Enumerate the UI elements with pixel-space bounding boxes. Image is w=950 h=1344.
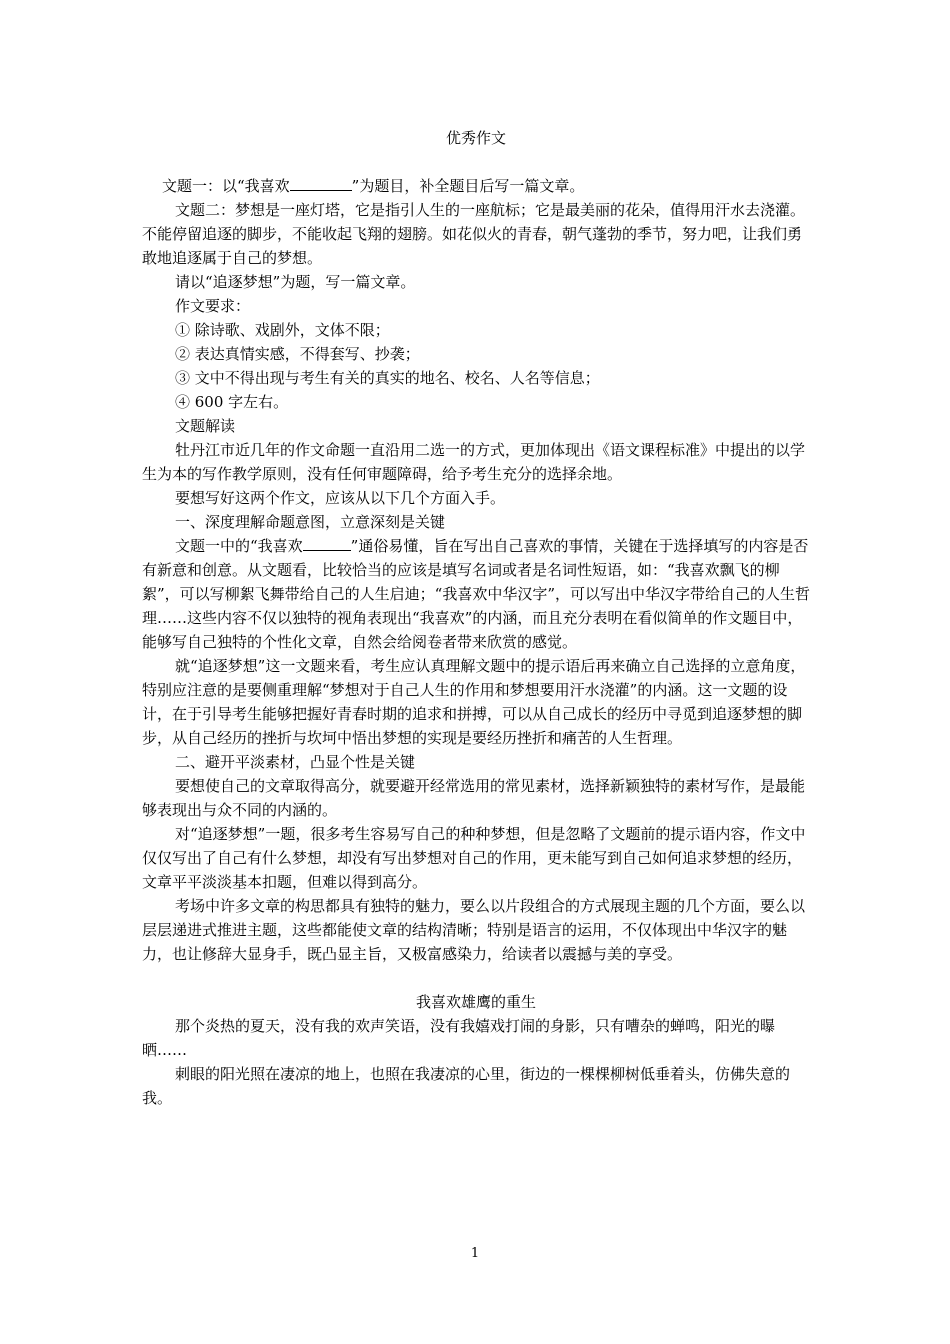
section-one-heading: 一、深度理解命题意图，立意深刻是关键 xyxy=(175,513,446,531)
requirement-item: ③ 文中不得出现与考生有关的真实的地名、校名、人名等信息； xyxy=(175,369,600,387)
document-body xyxy=(142,126,810,1110)
section-one-paragraph-one xyxy=(142,534,810,654)
topic-one-before: 文题一：以“我喜欢 xyxy=(162,177,290,195)
section-one-blank xyxy=(303,536,351,551)
section-two-paragraph-two: 对“追逐梦想”一题，很多考生容易写自己的种种梦想，但是忽略了文题前的提示语内容，作文中仅仅写出了自己有什么梦想，却没有写出梦想对自己的作用，更未能写到自己如何追求梦想的经历，文章平平淡淡基本扣题，但难以得到高分。 xyxy=(142,825,806,891)
analysis-intro: 牡丹江市近几年的作文命题一直沿用二选一的方式，更加体现出《语文课程标准》中提出的以学生为本的写作教学原则，没有任何审题障碍，给予考生充分的选择余地。 xyxy=(142,441,806,483)
requirements-heading: 作文要求： xyxy=(175,297,251,315)
topic-two: 文题二：梦想是一座灯塔，它是指引人生的一座航标；它是最美丽的花朵，值得用汗水去浇灌。不能停留追逐的脚步，不能收起飞翔的翅膀。如花似火的青春，朝气蓬勃的季节，努力吧，让我们勇敢地追逐属于自己的梦想。 xyxy=(142,201,806,267)
section-one-after: ”通俗易懂，旨在写出自己喜欢的事情，关键在于选择填写的内容是否有新意和创意。从文题看，比较恰当的应该是填写名词或者是名词性短语，如：“我喜欢飘飞的柳絮”，可以写柳絮飞舞带给自己的人生启迪；“我喜欢中华汉字”，可以写出中华汉字带给自己的人生哲理……这些内容不仅以独特的视角表现出“我喜欢”的内涵，而且充分表明在看似简单的作文题目中，能够写自己独特的个性化文章，自然会给阅卷者带来欣赏的感觉。 xyxy=(142,537,811,651)
analysis-heading: 文题解读 xyxy=(175,417,236,435)
page-number: 1 xyxy=(470,1246,480,1261)
writing-prompt: 请以“追逐梦想”为题，写一篇文章。 xyxy=(175,273,416,291)
requirement-item: ② 表达真情实感，不得套写、抄袭； xyxy=(175,345,420,363)
topic-one-blank xyxy=(290,176,352,191)
section-one-before: 文题一中的“我喜欢 xyxy=(175,537,303,555)
essay-paragraph-one: 那个炎热的夏天，没有我的欢声笑语，没有我嬉戏打闹的身影，只有嘈杂的蝉鸣，阳光的曝晒…… xyxy=(142,1017,776,1059)
section-two-paragraph-one: 要想使自己的文章取得高分，就要避开经常选用的常见素材，选择新颖独特的素材写作，是最能够表现出与众不同的内涵的。 xyxy=(142,777,806,819)
requirement-item: ④ 600 字左右。 xyxy=(175,393,289,411)
section-two-heading: 二、避开平淡素材，凸显个性是关键 xyxy=(175,753,416,771)
essay-title: 我喜欢雄鹰的重生 xyxy=(415,993,536,1011)
topic-one xyxy=(142,174,810,198)
requirement-item: ① 除诗歌、戏剧外，文体不限； xyxy=(175,321,390,339)
document-title: 优秀作文 xyxy=(445,129,506,147)
analysis-lead: 要想写好这两个作文，应该从以下几个方面入手。 xyxy=(175,489,506,507)
section-one-paragraph-two: 就“追逐梦想”这一文题来看，考生应认真理解文题中的提示语后再来确立自己选择的立意角度，特别应注意的是要侧重理解“梦想对于自己人生的作用和梦想要用汗水浇灌”的内涵。这一文题的设计，在于引导考生能够把握好青春时期的追求和拼搏，可以从自己成长的经历中寻觅到追逐梦想的脚步，从自己经历的挫折与坎坷中悟出梦想的实现是要经历挫折和痛苦的人生哲理。 xyxy=(142,657,806,747)
essay-paragraph-two: 刺眼的阳光照在凄凉的地上，也照在我凄凉的心里，街边的一棵棵柳树低垂着头，仿佛失意的我。 xyxy=(142,1065,791,1107)
section-two-paragraph-three: 考场中许多文章的构思都具有独特的魅力，要么以片段组合的方式展现主题的几个方面，要么以层层递进式推进主题，这些都能使文章的结构清晰；特别是语言的运用，不仅体现出中华汉字的魅力，也让修辞大显身手，既凸显主旨，又极富感染力，给读者以震撼与美的享受。 xyxy=(142,897,806,963)
topic-one-after: ”为题目，补全题目后写一篇文章。 xyxy=(351,177,585,195)
